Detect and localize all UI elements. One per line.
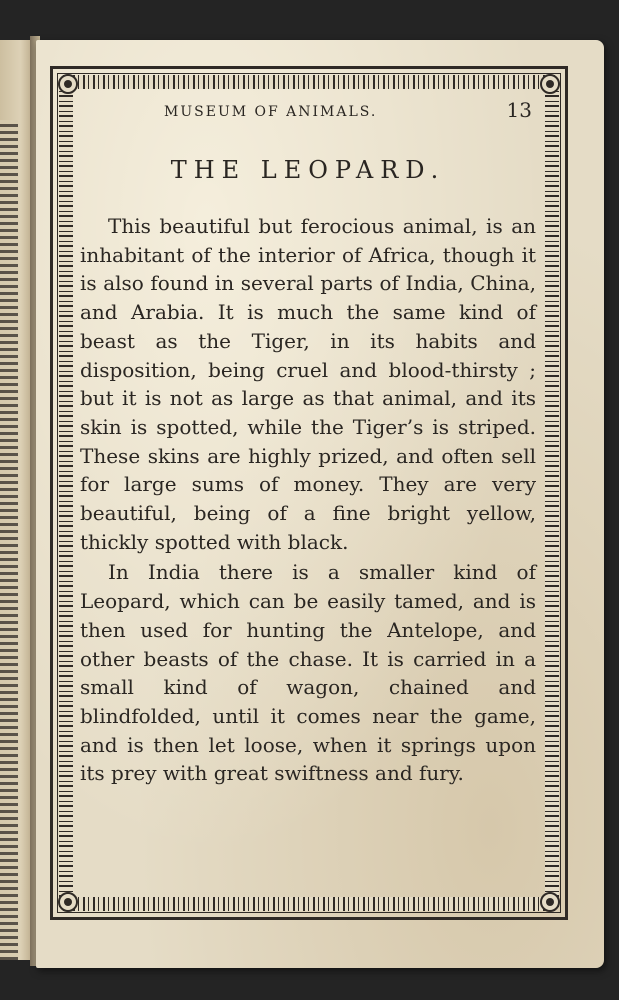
body-paragraph: This beautiful but ferocious animal, is an inhabitant of the interior of Africa, though it is also found in several parts of India, China, and Arabia. It is much the same kind of beast as the Tiger, in its habits and disposition, being cruel and blood-thirsty ; but it is not as large as that animal, and its skin is spotted, while the Tiger’s is striped. These skins are highly prized, and often sell for large sums of money. They are very beautiful, being of a fine bright yellow, thickly spotted with black. bbox=[80, 214, 536, 554]
previous-page-ornamental-border bbox=[0, 120, 18, 960]
corner-rosette-icon bbox=[58, 892, 78, 912]
corner-rosette-icon bbox=[540, 892, 560, 912]
border-ornament-bottom bbox=[63, 897, 555, 911]
corner-rosette-icon bbox=[540, 74, 560, 94]
running-title: MUSEUM OF ANIMALS. bbox=[164, 104, 378, 120]
border-ornament-top bbox=[63, 75, 555, 89]
page-content bbox=[80, 90, 536, 890]
border-ornament-left bbox=[59, 79, 73, 907]
body-paragraph: In India there is a smaller kind of Leopard, which can be easily tamed, and is then used for hunting the Antelope, and other beasts of the chase. It is carried in a small kind of wagon, chained and blindfolded, until it comes near the game, and is then let loose, when it springs upon its prey with great swiftness and fury. bbox=[80, 560, 536, 786]
border-ornament-right bbox=[545, 79, 559, 907]
corner-rosette-icon bbox=[58, 74, 78, 94]
chapter-title: THE LEOPARD. bbox=[170, 156, 446, 184]
previous-page-edge bbox=[0, 40, 34, 960]
running-head bbox=[80, 90, 536, 124]
page-number: 13 bbox=[506, 98, 532, 122]
book-page bbox=[36, 40, 604, 968]
